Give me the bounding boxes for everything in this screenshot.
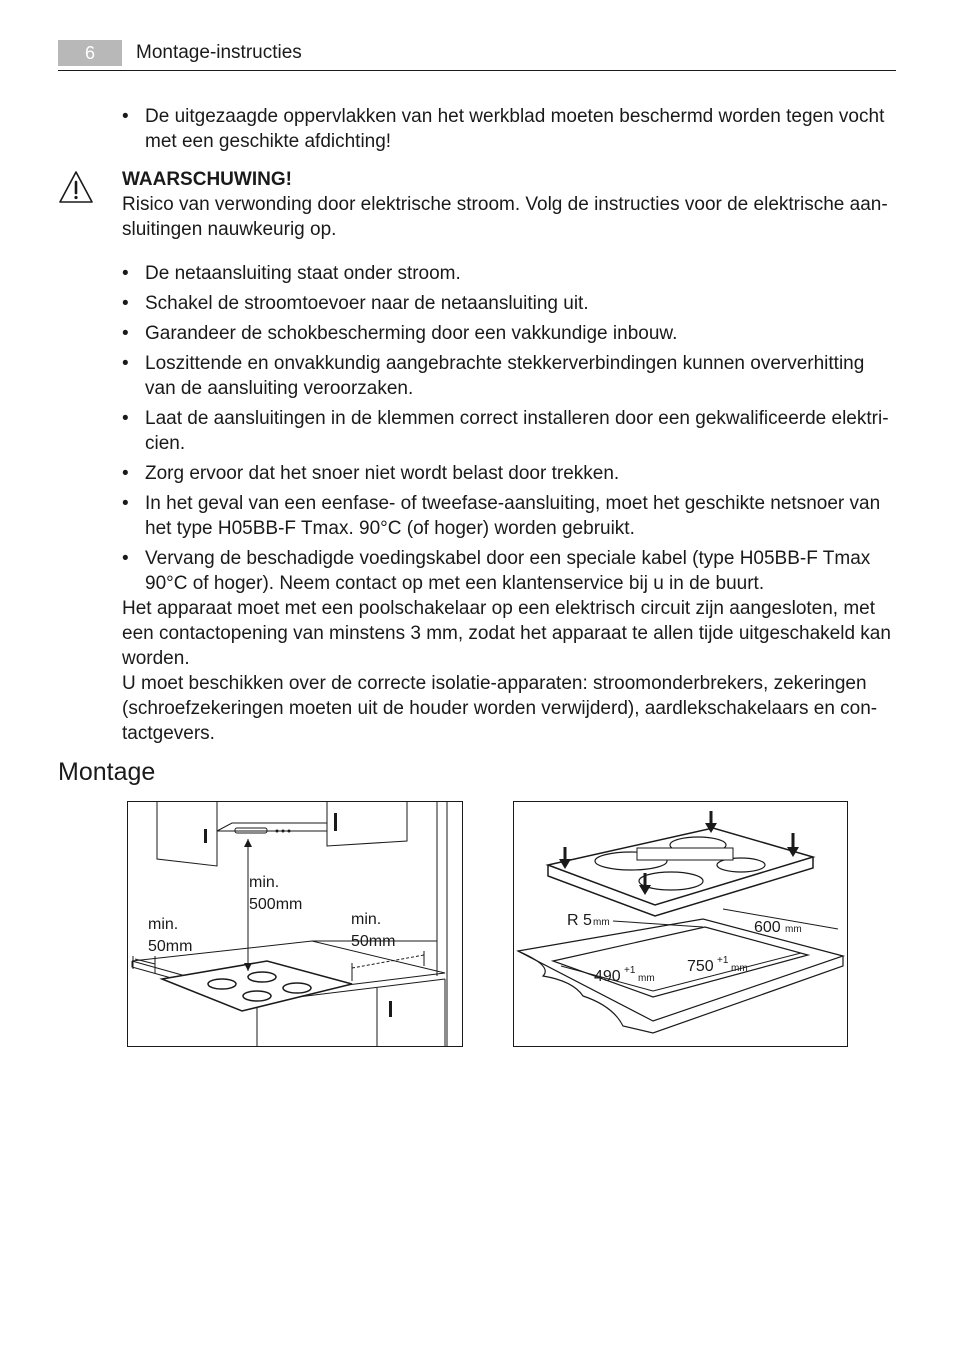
left-min-label: min. [148, 916, 179, 933]
radius-label: R 5 [567, 912, 592, 929]
cutout-width-tolerance: +1 [717, 955, 729, 966]
safety-bullet-list [122, 261, 894, 601]
warning-triangle-icon [58, 170, 94, 204]
depth-value: 600 [754, 919, 781, 936]
section-title: Montage [58, 758, 156, 786]
paragraph-isolation: U moet beschikken over de correcte isolatie-apparaten: stroomonderbrekers, zekeringen (schroefzekeringen moeten uit de houder worden verwijderd), aardlekschakelaars en con-tactgevers. [122, 673, 878, 744]
list-item: • In het geval van een eenfase- of tweefase-aansluiting, moet het geschikte netsnoer van het type H05BB-F Tmax. 90°C (of hoger) worden gebruikt. [122, 491, 894, 541]
warning-title: WAARSCHUWING! [122, 169, 292, 190]
cutout-depth-value: 490 [594, 968, 621, 985]
header-divider [58, 70, 896, 71]
cutout-depth-tolerance: +1 [624, 965, 636, 976]
right-min-label: min. [351, 911, 382, 928]
cutout-depth-unit: mm [638, 973, 655, 984]
cutout-illustration [513, 801, 848, 1047]
depth-unit: mm [785, 924, 802, 935]
list-item: • Zorg ervoor dat het snoer niet wordt belast door trekken. [122, 461, 894, 486]
radius-unit: mm [593, 917, 610, 928]
list-item: • Vervang de beschadigde voedingskabel door een speciale kabel (type H05BB-F Tmax 90°C of hoger). Neem contact op met een klantenservice bij u in de buurt. [122, 546, 894, 596]
top-value-label: 500mm [249, 896, 303, 913]
intro-bullet-list [122, 104, 894, 159]
list-item: • De uitgezaagde oppervlakken van het werkblad moeten beschermd worden tegen vocht met een geschikte afdichting! [122, 104, 894, 154]
list-item: • Garandeer de schokbescherming door een vakkundige inbouw. [122, 321, 894, 346]
page-number: 6 [58, 40, 122, 66]
cutout-width-value: 750 [687, 958, 714, 975]
section-header: Montage-instructies [136, 42, 302, 63]
clearance-illustration [127, 801, 463, 1047]
paragraph-circuit: Het apparaat moet met een poolschakelaar op een elektrisch circuit zijn aangesloten, met een contactopening van minstens 3 mm, zodat het apparaat te allen tijde uitgeschakeld kan worden. [122, 598, 891, 669]
right-value-label: 50mm [351, 933, 396, 950]
left-value-label: 50mm [148, 938, 193, 955]
cutout-width-unit: mm [731, 963, 748, 974]
top-min-label: min. [249, 874, 280, 891]
list-item: • Loszittende en onvakkundig aangebrachte stekkerverbindingen kunnen oververhitting van de aansluiting veroorzaken. [122, 351, 894, 401]
list-item: • De netaansluiting staat onder stroom. [122, 261, 894, 286]
warning-text: Risico van verwonding door elektrische stroom. Volg de instructies voor de elektrische aan-sluitingen nauwkeurig op. [122, 194, 888, 240]
list-item: • Schakel de stroomtoevoer naar de netaansluiting uit. [122, 291, 894, 316]
list-item: • Laat de aansluitingen in de klemmen correct installeren door een gekwalificeerde elektri-cien. [122, 406, 894, 456]
